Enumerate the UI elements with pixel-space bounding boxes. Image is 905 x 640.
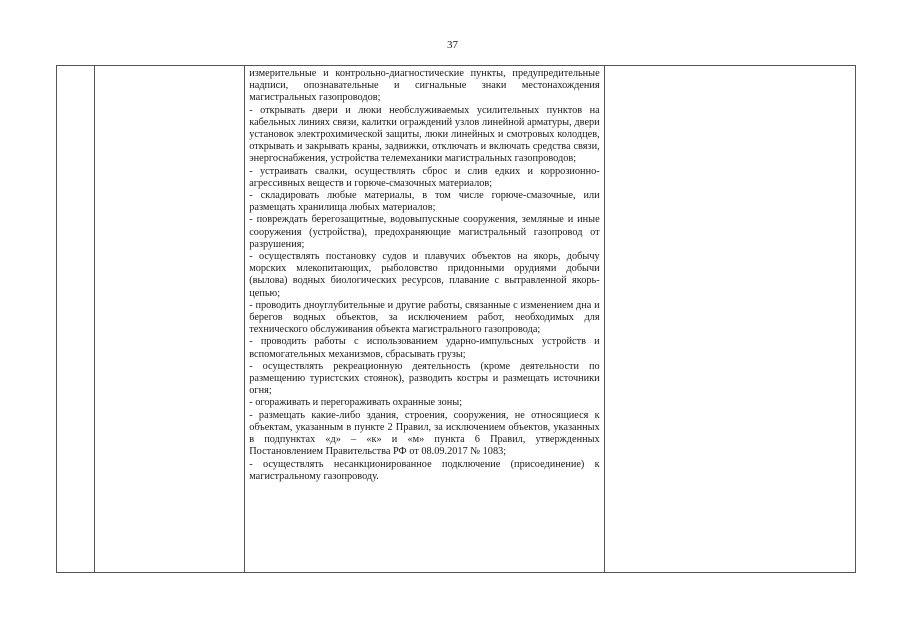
restriction-paragraph: - проводить работы с использованием ударно-импульсных устройств и вспомогательных механизмов, сбрасывать грузы; bbox=[249, 336, 600, 360]
table-cell-name bbox=[95, 66, 245, 573]
restriction-paragraph: - осуществлять несанкционированное подключение (присоединение) к магистральному газопроводу. bbox=[249, 458, 600, 482]
table-cell-number bbox=[57, 66, 95, 573]
table-cell-notes bbox=[604, 66, 855, 573]
table-cell-restrictions bbox=[245, 66, 604, 573]
restriction-paragraph: - осуществлять рекреационную деятельность (кроме деятельности по размещению туристских стоянок), разводить костры и размещать источники огня; bbox=[249, 360, 600, 397]
restriction-paragraph: - повреждать берегозащитные, водовыпускные сооружения, земляные и иные сооружения (устройства), предохраняющие магистральный газопровод от разрушения; bbox=[249, 214, 600, 250]
restriction-paragraph: - осуществлять постановку судов и плавучих объектов на якорь, добычу морских млекопитающих, рыболовство придонными орудиями добычи (вылова) водных биологических ресурсов, плавание с вытравленной якорь-цепью; bbox=[249, 251, 600, 299]
restriction-paragraph: измерительные и контрольно-диагностические пункты, предупредительные надписи, опознавательные и сигнальные знаки местонахождения магистральных газопроводов; bbox=[249, 68, 600, 104]
restriction-paragraph: - размещать какие-либо здания, строения, сооружения, не относящиеся к объектам, указанным в пункте 2 Правил, за исключением объектов, указанных в подпунктах «д» – «к» и «м» пункта 6 Правил, утвержденных Постановлением Правительства РФ от 08.09.2017 № 1083; bbox=[249, 409, 600, 458]
document-table bbox=[56, 65, 856, 573]
restriction-paragraph: - огораживать и перегораживать охранные зоны; bbox=[249, 397, 463, 409]
restriction-paragraph: - проводить дноуглубительные и другие работы, связанные с изменением дна и берегов водных объектов, за исключением работ, необходимых для технического обслуживания объекта магистрального газопровода; bbox=[249, 299, 600, 336]
restriction-paragraph: - складировать любые материалы, в том числе горюче-смазочные, или размещать хранилища любых материалов; bbox=[249, 190, 600, 214]
page-number: 37 bbox=[447, 39, 458, 51]
table-row bbox=[57, 66, 856, 573]
restriction-paragraph: - открывать двери и люки необслуживаемых усилительных пунктов на кабельных линиях связи, калитки ограждений узлов линейной арматуры, двери установок электрохимической защиты, люки линейных и смотровых колодцев, открывать и закрывать краны, задвижки, отключать и включать средства связи, энергоснабжения, устройства телемеханики магистральных газопроводов; bbox=[249, 104, 600, 165]
restriction-paragraph: - устраивать свалки, осуществлять сброс и слив едких и коррозионно-агрессивных веществ и горюче-смазочных материалов; bbox=[249, 165, 600, 189]
